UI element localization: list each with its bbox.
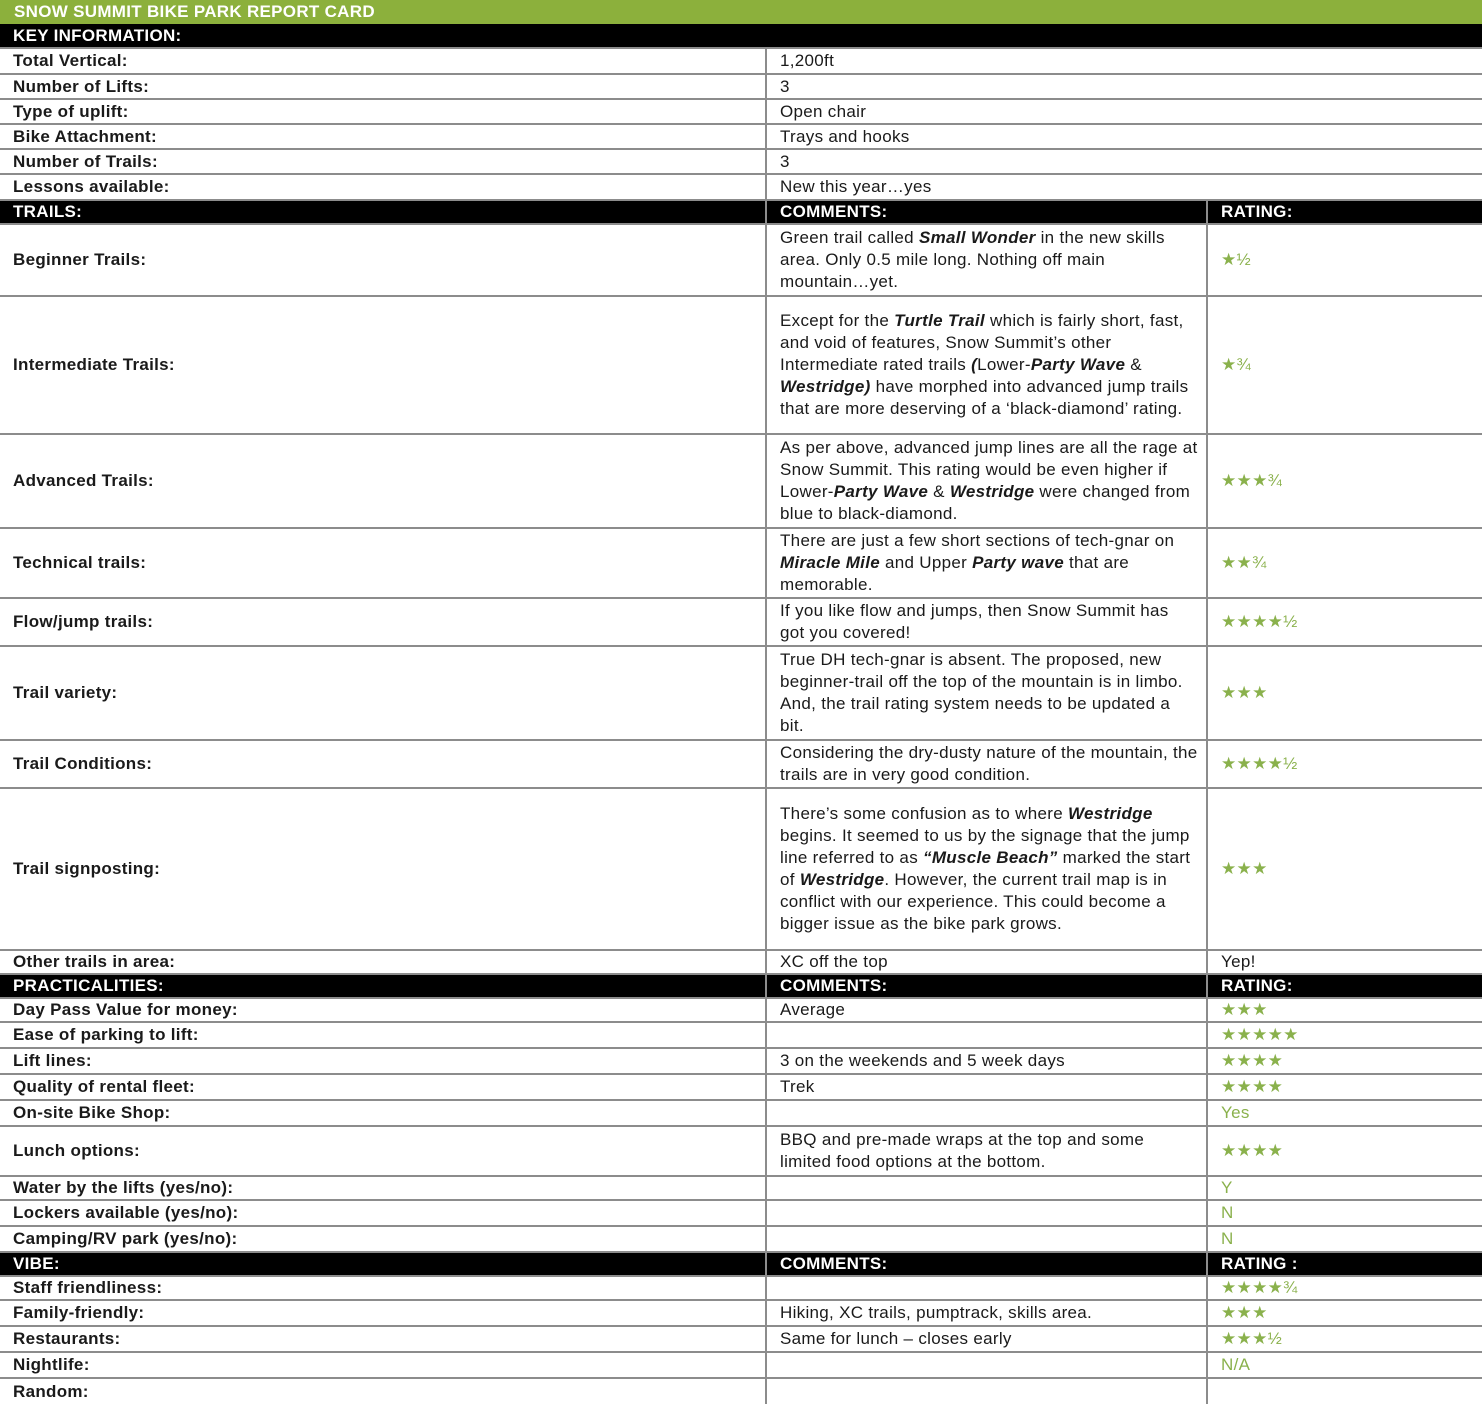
report-table bbox=[0, 24, 1482, 1404]
trails-header bbox=[0, 200, 1482, 224]
comment-segment: that are memorable. bbox=[780, 553, 1130, 594]
row-comment bbox=[766, 1022, 1207, 1048]
comment-segment: Considering the dry-dusty nature of the mountain, the trails are in very good condition. bbox=[780, 743, 1198, 784]
row-value: 1,200ft bbox=[766, 48, 1482, 74]
table-row bbox=[0, 740, 1482, 788]
row-rating: N bbox=[1207, 1200, 1482, 1226]
table-row bbox=[0, 998, 1482, 1022]
table-row bbox=[0, 788, 1482, 950]
comment-segment: Westridge) bbox=[780, 377, 871, 396]
row-comment: Trek bbox=[766, 1074, 1207, 1100]
row-comment bbox=[766, 646, 1207, 740]
comment-segment: marked the start of bbox=[780, 848, 1191, 889]
row-rating bbox=[1207, 1378, 1482, 1404]
table-row bbox=[0, 224, 1482, 296]
row-label: Number of Trails: bbox=[0, 149, 766, 174]
row-comment bbox=[766, 1352, 1207, 1378]
row-label: Technical trails: bbox=[0, 528, 766, 598]
row-comment bbox=[766, 598, 1207, 646]
row-rating: ★★★ bbox=[1207, 788, 1482, 950]
row-rating: N/A bbox=[1207, 1352, 1482, 1378]
comment-segment: Party Wave bbox=[833, 482, 929, 501]
row-value: 3 bbox=[766, 74, 1482, 99]
table-row bbox=[0, 1378, 1482, 1404]
comment-segment: There’s some confusion as to where bbox=[780, 804, 1068, 823]
row-label: Restaurants: bbox=[0, 1326, 766, 1352]
row-rating: ★★★★ bbox=[1207, 1126, 1482, 1176]
row-label: Random: bbox=[13, 1381, 89, 1401]
row-rating: ★★★ bbox=[1207, 998, 1482, 1022]
row-rating: Yes bbox=[1207, 1100, 1482, 1126]
row-value: Open chair bbox=[766, 99, 1482, 124]
row-label: Bike Attachment: bbox=[0, 124, 766, 149]
row-comment bbox=[766, 1176, 1207, 1200]
row-label: Nightlife: bbox=[0, 1352, 766, 1378]
practicalities-header-label: PRACTICALITIES: bbox=[0, 974, 766, 998]
table-row bbox=[0, 1126, 1482, 1176]
row-comment bbox=[766, 1100, 1207, 1126]
comment-segment: & bbox=[1125, 355, 1142, 374]
rating-header-label: RATING: bbox=[1207, 974, 1482, 998]
comment-segment: ( bbox=[971, 355, 978, 374]
row-label: Trail variety: bbox=[0, 646, 766, 740]
comment-segment: begins. It seemed to us by the signage that the jump line referred to as bbox=[780, 826, 1190, 867]
row-value: Trays and hooks bbox=[766, 124, 1482, 149]
row-rating: ★★★ bbox=[1207, 646, 1482, 740]
row-label: Advanced Trails: bbox=[0, 434, 766, 528]
row-rating: ★★★½ bbox=[1207, 1326, 1482, 1352]
row-label: Trail Conditions: bbox=[0, 740, 766, 788]
row-label: Quality of rental fleet: bbox=[0, 1074, 766, 1100]
row-comment bbox=[766, 224, 1207, 296]
row-label: Water by the lifts (yes/no): bbox=[0, 1176, 766, 1200]
table-row bbox=[0, 1300, 1482, 1326]
row-rating: N bbox=[1207, 1226, 1482, 1252]
row-rating: Y bbox=[1207, 1176, 1482, 1200]
comment-segment: have morphed into advanced jump trails that are more deserving of a ‘black-diamond’ rating. bbox=[780, 377, 1189, 418]
comment-segment: in the new skills area. Only 0.5 mile long. Nothing off main mountain…yet. bbox=[780, 228, 1165, 291]
row-label: On-site Bike Shop: bbox=[0, 1100, 766, 1126]
table-row bbox=[0, 646, 1482, 740]
table-row bbox=[0, 950, 1482, 974]
practicalities-header bbox=[0, 974, 1482, 998]
table-row bbox=[0, 1276, 1482, 1300]
row-label: Lockers available (yes/no): bbox=[0, 1200, 766, 1226]
table-row bbox=[0, 1048, 1482, 1074]
row-comment bbox=[766, 434, 1207, 528]
table-row bbox=[0, 174, 1482, 200]
report-title: SNOW SUMMIT BIKE PARK REPORT CARD bbox=[0, 0, 1482, 24]
row-label: Type of uplift: bbox=[0, 99, 766, 124]
table-row bbox=[0, 149, 1482, 174]
comment-segment: Lower- bbox=[977, 355, 1031, 374]
row-comment bbox=[766, 950, 1207, 974]
row-rating: ★★★¾ bbox=[1207, 434, 1482, 528]
row-comment bbox=[766, 528, 1207, 598]
row-label: Beginner Trails: bbox=[0, 224, 766, 296]
row-comment: BBQ and pre-made wraps at the top and some limited food options at the bottom. bbox=[766, 1126, 1207, 1176]
comment-segment: Westridge bbox=[949, 482, 1035, 501]
row-rating: ★★★★★ bbox=[1207, 1022, 1482, 1048]
trails-header-label: TRAILS: bbox=[0, 200, 766, 224]
comment-segment: Westridge bbox=[1068, 804, 1153, 823]
row-label: Intermediate Trails: bbox=[0, 296, 766, 434]
comment-segment: Party wave bbox=[972, 553, 1064, 572]
row-label: Lunch options: bbox=[0, 1126, 766, 1176]
row-comment: 3 on the weekends and 5 week days bbox=[766, 1048, 1207, 1074]
row-comment: Same for lunch – closes early bbox=[766, 1326, 1207, 1352]
table-row bbox=[0, 296, 1482, 434]
row-comment bbox=[766, 788, 1207, 950]
row-comment bbox=[766, 1200, 1207, 1226]
row-comment bbox=[766, 1378, 1207, 1404]
row-comment bbox=[766, 1276, 1207, 1300]
comment-segment: If you like flow and jumps, then Snow Summit has got you covered! bbox=[780, 601, 1169, 642]
row-value: 3 bbox=[766, 149, 1482, 174]
row-label: Lift lines: bbox=[0, 1048, 766, 1074]
table-row bbox=[0, 1326, 1482, 1352]
row-rating: ★★★★½ bbox=[1207, 598, 1482, 646]
comment-segment: & bbox=[928, 482, 950, 501]
vibe-header bbox=[0, 1252, 1482, 1276]
row-label: Camping/RV park (yes/no): bbox=[0, 1226, 766, 1252]
comment-segment: Green trail called bbox=[780, 228, 919, 247]
key-information-header bbox=[0, 24, 1482, 48]
row-rating: ★★★★½ bbox=[1207, 740, 1482, 788]
rating-header-label: RATING: bbox=[1207, 200, 1482, 224]
row-comment bbox=[766, 296, 1207, 434]
row-rating: ★¾ bbox=[1207, 296, 1482, 434]
table-row bbox=[0, 1200, 1482, 1226]
row-label: Ease of parking to lift: bbox=[0, 1022, 766, 1048]
row-rating: ★★★★¾ bbox=[1207, 1276, 1482, 1300]
table-row bbox=[0, 528, 1482, 598]
table-row bbox=[0, 1022, 1482, 1048]
comment-segment: which is fairly short, fast, and void of features, Snow Summit’s other Intermediate rated trails bbox=[780, 311, 1184, 374]
vibe-header-label: VIBE: bbox=[0, 1252, 766, 1276]
comment-segment: Miracle Mile bbox=[780, 553, 880, 572]
row-rating: ★★★ bbox=[1207, 1300, 1482, 1326]
table-row bbox=[0, 99, 1482, 124]
comment-segment: Small Wonder bbox=[918, 228, 1036, 247]
row-rating: ★½ bbox=[1207, 224, 1482, 296]
comments-header-label: COMMENTS: bbox=[766, 974, 1207, 998]
row-rating: ★★★★ bbox=[1207, 1074, 1482, 1100]
table-row bbox=[0, 74, 1482, 99]
row-label: Trail signposting: bbox=[0, 788, 766, 950]
row-rating: Yep! bbox=[1207, 950, 1482, 974]
comment-segment: As per above, advanced jump lines are all the rage at Snow Summit. This rating would be even higher if Lower- bbox=[780, 438, 1198, 501]
comment-segment: There are just a few short sections of tech-gnar on bbox=[780, 531, 1175, 550]
table-row bbox=[0, 1176, 1482, 1200]
comment-segment: were changed from blue to black-diamond. bbox=[780, 482, 1191, 523]
table-row bbox=[0, 124, 1482, 149]
row-label: Lessons available: bbox=[0, 174, 766, 200]
table-row bbox=[0, 1352, 1482, 1378]
comment-segment: and Upper bbox=[879, 553, 973, 572]
row-label: Number of Lifts: bbox=[0, 74, 766, 99]
row-rating: ★★★★ bbox=[1207, 1048, 1482, 1074]
row-comment: Hiking, XC trails, pumptrack, skills area. bbox=[766, 1300, 1207, 1326]
comment-segment: . However, the current trail map is in conflict with our experience. This could become a bigger issue as the bike park grows. bbox=[780, 870, 1167, 933]
row-label: Family-friendly: bbox=[0, 1300, 766, 1326]
row-comment: Average bbox=[766, 998, 1207, 1022]
table-row bbox=[0, 434, 1482, 528]
row-label: Other trails in area: bbox=[0, 950, 766, 974]
comment-segment: Party Wave bbox=[1030, 355, 1126, 374]
row-value: New this year…yes bbox=[766, 174, 1482, 200]
table-row bbox=[0, 48, 1482, 74]
row-comment bbox=[766, 740, 1207, 788]
row-label: Day Pass Value for money: bbox=[0, 998, 766, 1022]
comment-segment: True DH tech-gnar is absent. The proposed, new beginner-trail off the top of the mountain is in limbo. And, the trail rating system needs to be updated a bit. bbox=[780, 650, 1183, 735]
row-comment bbox=[766, 1226, 1207, 1252]
comments-header-label: COMMENTS: bbox=[766, 1252, 1207, 1276]
table-row bbox=[0, 1074, 1482, 1100]
comments-header-label: COMMENTS: bbox=[766, 200, 1207, 224]
comment-segment: Westridge bbox=[799, 870, 885, 889]
table-row bbox=[0, 598, 1482, 646]
row-label: Total Vertical: bbox=[0, 48, 766, 74]
comment-segment: Except for the bbox=[780, 311, 895, 330]
rating-header-label: RATING : bbox=[1207, 1252, 1482, 1276]
comment-segment: Turtle Trail bbox=[894, 311, 985, 330]
comment-segment: XC off the top bbox=[780, 952, 888, 971]
table-row bbox=[0, 1100, 1482, 1126]
comment-segment: “Muscle Beach” bbox=[923, 848, 1058, 867]
row-rating: ★★¾ bbox=[1207, 528, 1482, 598]
key-information-header-label: KEY INFORMATION: bbox=[0, 24, 1482, 48]
row-label: Flow/jump trails: bbox=[0, 598, 766, 646]
table-row bbox=[0, 1226, 1482, 1252]
row-label: Staff friendliness: bbox=[0, 1276, 766, 1300]
